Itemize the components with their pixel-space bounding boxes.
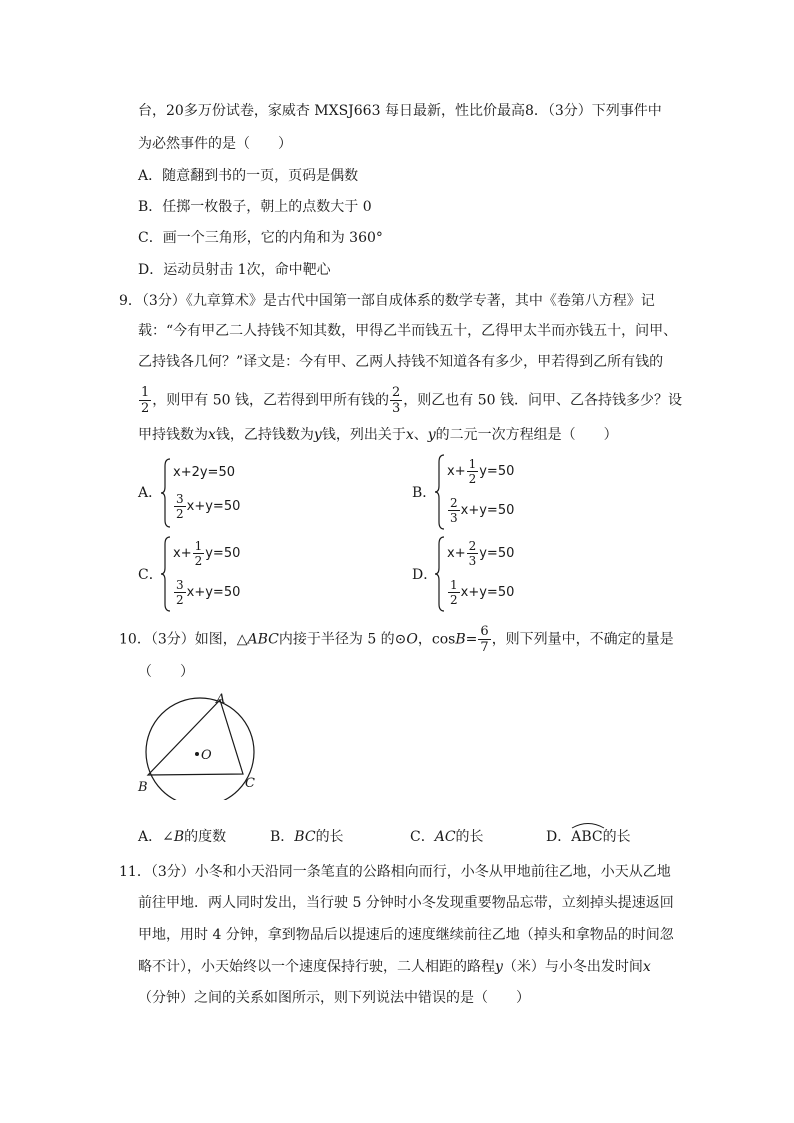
q9-stem-line2: 载：“今有甲乙二人持钱不知其数，甲得乙半而钱五十，乙得甲太半而亦钱五十，问甲、 — [138, 323, 678, 339]
brace-icon — [434, 536, 446, 612]
brace-icon — [434, 454, 446, 530]
equation-1: x+2y=50 — [173, 465, 235, 480]
q9-option-d-label: D． — [412, 567, 438, 583]
q9-option-a-label: A． — [138, 485, 163, 501]
q10-option-d: D． ABC的长 — [546, 827, 631, 847]
arc-mark-icon — [571, 821, 605, 829]
q8-stem-line1: 台，20多万份试卷，家威杏 MXSJ663 每日最新，性比价最高8．（3分）下列事件中 — [138, 103, 662, 119]
equation-2: $\frac{3}{2}$ x+y=50 — [176, 578, 241, 607]
q9-option-c-system — [160, 536, 290, 612]
q11-stem-line2: 前往甲地．两人同时发出，当行驶 5 分钟时小冬发现重要物品忘带，立刻掉头提速返回 — [138, 895, 674, 911]
vertex-label-a: A — [216, 692, 226, 707]
q11-stem-line5: （分钟）之间的关系如图所示，则下列说法中错误的是（ ） — [138, 990, 530, 1006]
q10-option-c: C．AC的长 — [410, 829, 484, 845]
vertex-label-c: C — [245, 776, 255, 791]
q8-option-d: D．运动员射击 1次，命中靶心 — [138, 262, 331, 278]
q8-option-c: C．画一个三角形，它的内角和为 360° — [138, 230, 383, 246]
equation-1: x+ $\frac{1}{2}$ y=50 — [173, 539, 241, 568]
center-point — [195, 752, 199, 756]
q9-option-a-system — [160, 458, 290, 528]
equation-2: $\frac{1}{2}$ x+y=50 — [450, 578, 515, 607]
center-label-o: O — [201, 748, 212, 763]
q10-stem-line2: （ ） — [138, 664, 194, 680]
q11-stem-line3: 甲地，用时 4 分钟，拿到物品后以提速后的速度继续前往乙地（掉头和拿物品的时间忽 — [138, 927, 674, 943]
q9-stem-line4: $\frac{1}{2}$ ，则甲有 50 钱，乙若得到甲所有钱的 $\frac{2}{3}$ ，则乙也有 50 钱．问甲、乙各持钱多少？设 — [141, 385, 682, 416]
fraction-one-half: $\frac{1}{2}$ — [141, 385, 150, 416]
q9-stem-line5: 甲持钱数为x钱，乙持钱数为y钱，列出关于x、y的二元一次方程组是（ ） — [138, 427, 618, 443]
q9-option-b-system — [434, 454, 564, 530]
q10-option-b: B．BC的长 — [270, 829, 344, 845]
q9-stem-line1: 9．（3分）《九章算术》是古代中国第一部自成体系的数学专著，其中《卷第八方程》记 — [119, 293, 655, 309]
brace-icon — [160, 536, 172, 612]
q9-option-c-label: C． — [138, 567, 163, 583]
q8-option-a: A．随意翻到书的一页，页码是偶数 — [138, 168, 359, 184]
fraction-six-sevenths: $\frac{6}{7}$ — [480, 624, 489, 655]
fraction-two-thirds: $\frac{2}{3}$ — [392, 385, 401, 416]
q8-stem-line2: 为必然事件的是（ ） — [138, 136, 292, 152]
q9-stem-line3: 乙持钱各几何？”译文是：今有甲、乙两人持钱不知道各有多少，甲若得到乙所有钱的 — [138, 354, 664, 370]
q8-option-b: B．任掷一枚骰子，朝上的点数大于 0 — [138, 199, 372, 215]
brace-icon — [160, 458, 172, 528]
equation-2: $\frac{3}{2}$ x+y=50 — [176, 492, 241, 521]
equation-2: $\frac{2}{3}$ x+y=50 — [450, 496, 515, 525]
q10-option-a: A．∠B的度数 — [138, 829, 227, 845]
q9-option-d-system — [434, 536, 564, 612]
q11-stem-line4: 略不计），小天始终以一个速度保持行驶，二人相距的路程y（米）与小冬出发时间x — [138, 959, 651, 975]
equation-1: x+ $\frac{2}{3}$ y=50 — [447, 539, 515, 568]
circle-o — [146, 698, 254, 800]
q11-stem-line1: 11．（3分）小冬和小天沿同一条笔直的公路相向而行，小冬从甲地前往乙地，小天从乙地 — [119, 864, 671, 880]
q10-stem-line1: 10．（3分）如图，△ABC内接于半径为 5 的⊙O，cosB= $\frac{6}{7}$ ，则下列量中，不确定的量是 — [119, 624, 674, 655]
q9-option-b-label: B． — [412, 485, 437, 501]
arc-abc: ABC — [571, 827, 602, 847]
vertex-label-b: B — [138, 780, 148, 795]
equation-1: x+ $\frac{1}{2}$ y=50 — [447, 457, 515, 486]
triangle-abc — [148, 700, 243, 775]
q10-circle-figure — [130, 690, 270, 800]
